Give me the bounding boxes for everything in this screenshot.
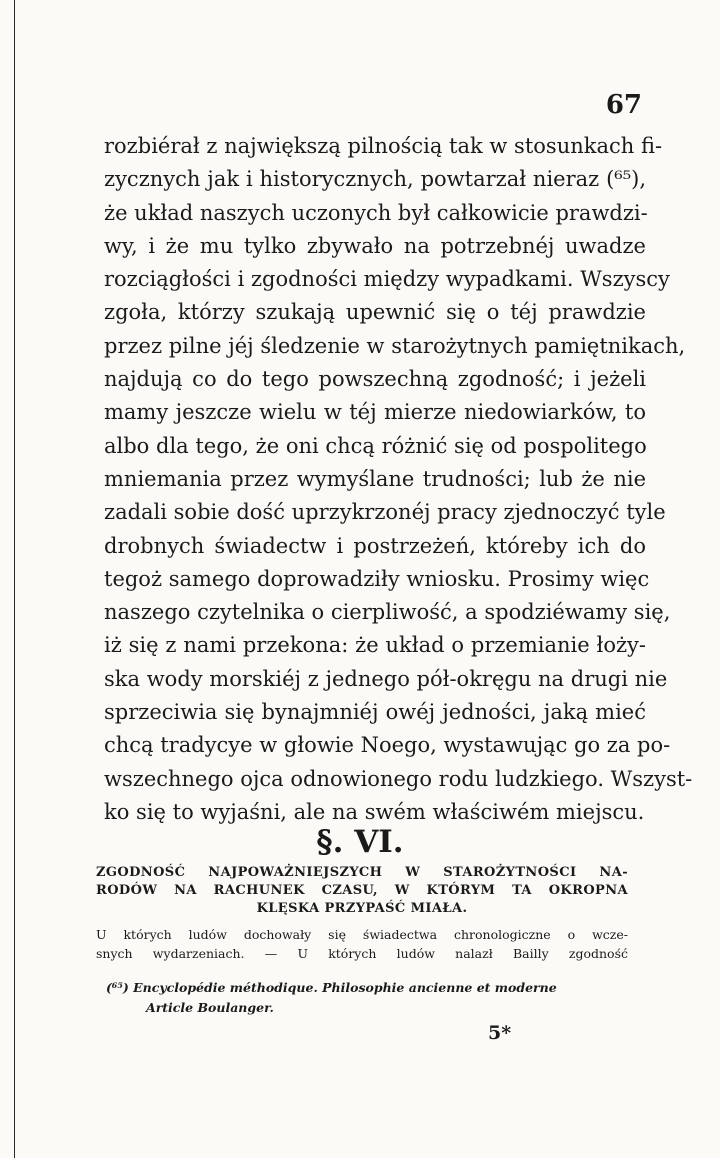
body-line: mamy jeszcze wielu w téj mierze niedowiarków, to xyxy=(104,400,646,425)
body-line: sprzeciwia się bynajmniéj owéj jedności, jaką mieć xyxy=(104,700,646,725)
body-line: wy, i że mu tylko zbywało na potrzebnéj uwadze xyxy=(104,233,646,258)
footnote-line: Article Boulanger. xyxy=(146,1000,274,1015)
body-line: tegoż samego doprowadziły wniosku. Prosimy więc xyxy=(104,566,650,591)
body-line: ska wody morskiéj z jednego pół-okręgu na drugi nie xyxy=(104,666,668,691)
body-line: wszechnego ojca odnowionego rodu ludzkiego. Wszyst- xyxy=(104,766,693,791)
body-line: drobnych świadectw i postrzeżeń, któreby ich do xyxy=(104,533,646,558)
footnote-line: (⁶⁵) Encyclopédie méthodique. Philosophie ancienne et moderne xyxy=(106,980,557,995)
body-line: naszego czytelnika o cierpliwość, a spodziéwamy się, xyxy=(104,600,671,625)
section-title-line: KLĘSKA PRZYPAŚĆ MIAŁA. xyxy=(256,901,468,916)
body-line: że układ naszych uczonych był całkowicie prawdzi- xyxy=(104,200,648,225)
section-title-line: ZGODNOŚĆ NAJPOWAŻNIEJSZYCH W STAROŻYTNOŚCI NA- xyxy=(96,865,628,880)
summary-line: snych wydarzeniach. — U których ludów nalazł Bailly zgodność xyxy=(96,946,628,961)
body-line: rozbiérał z największą pilnością tak w stosunkach fi- xyxy=(104,134,663,158)
body-line: chcą tradycye w głowie Noego, wystawując go za po- xyxy=(104,733,671,758)
section-heading: §. VI. xyxy=(316,824,404,860)
body-line: mniemania przez wymyślane trudności; lub że nie xyxy=(104,466,646,491)
body-line: zgoła, którzy szukają upewnić się o téj prawdzie xyxy=(104,300,646,325)
body-text xyxy=(104,130,693,829)
body-line: zycznych jak i historycznych, powtarzał nieraz (⁶⁵), xyxy=(104,167,646,192)
body-line: najdują co do tego powszechną zgodność; i jeżeli xyxy=(104,367,646,392)
section-title xyxy=(96,864,628,918)
body-line: przez pilne jéj śledzenie w starożytnych pamiętnikach, xyxy=(104,333,686,358)
body-line: rozciągłości i zgodności między wypadkami. Wszyscy xyxy=(104,267,670,292)
printer-signature: 5* xyxy=(488,1022,512,1044)
section-title-line: RODÓW NA RACHUNEK CZASU, W KTÓRYM TA OKROPNA xyxy=(96,883,628,898)
body-line: albo dla tego, że oni chcą różnić się od pospolitego xyxy=(104,433,647,458)
page-edge-line xyxy=(14,0,15,1158)
body-line: zadali sobie dość uprzykrzonéj pracy zjednoczyć tyle xyxy=(104,500,666,525)
body-line: iż się z nami przekona: że układ o przemianie łoży- xyxy=(104,633,646,658)
summary-line: U których ludów dochowały się świadectwa chronologiczne o wcze- xyxy=(96,927,628,942)
page-number: 67 xyxy=(605,90,642,120)
footnote xyxy=(106,978,631,1018)
body-line: ko się to wyjaśni, ale na swém właściwém miejscu. xyxy=(104,799,645,824)
section-summary xyxy=(96,925,628,963)
